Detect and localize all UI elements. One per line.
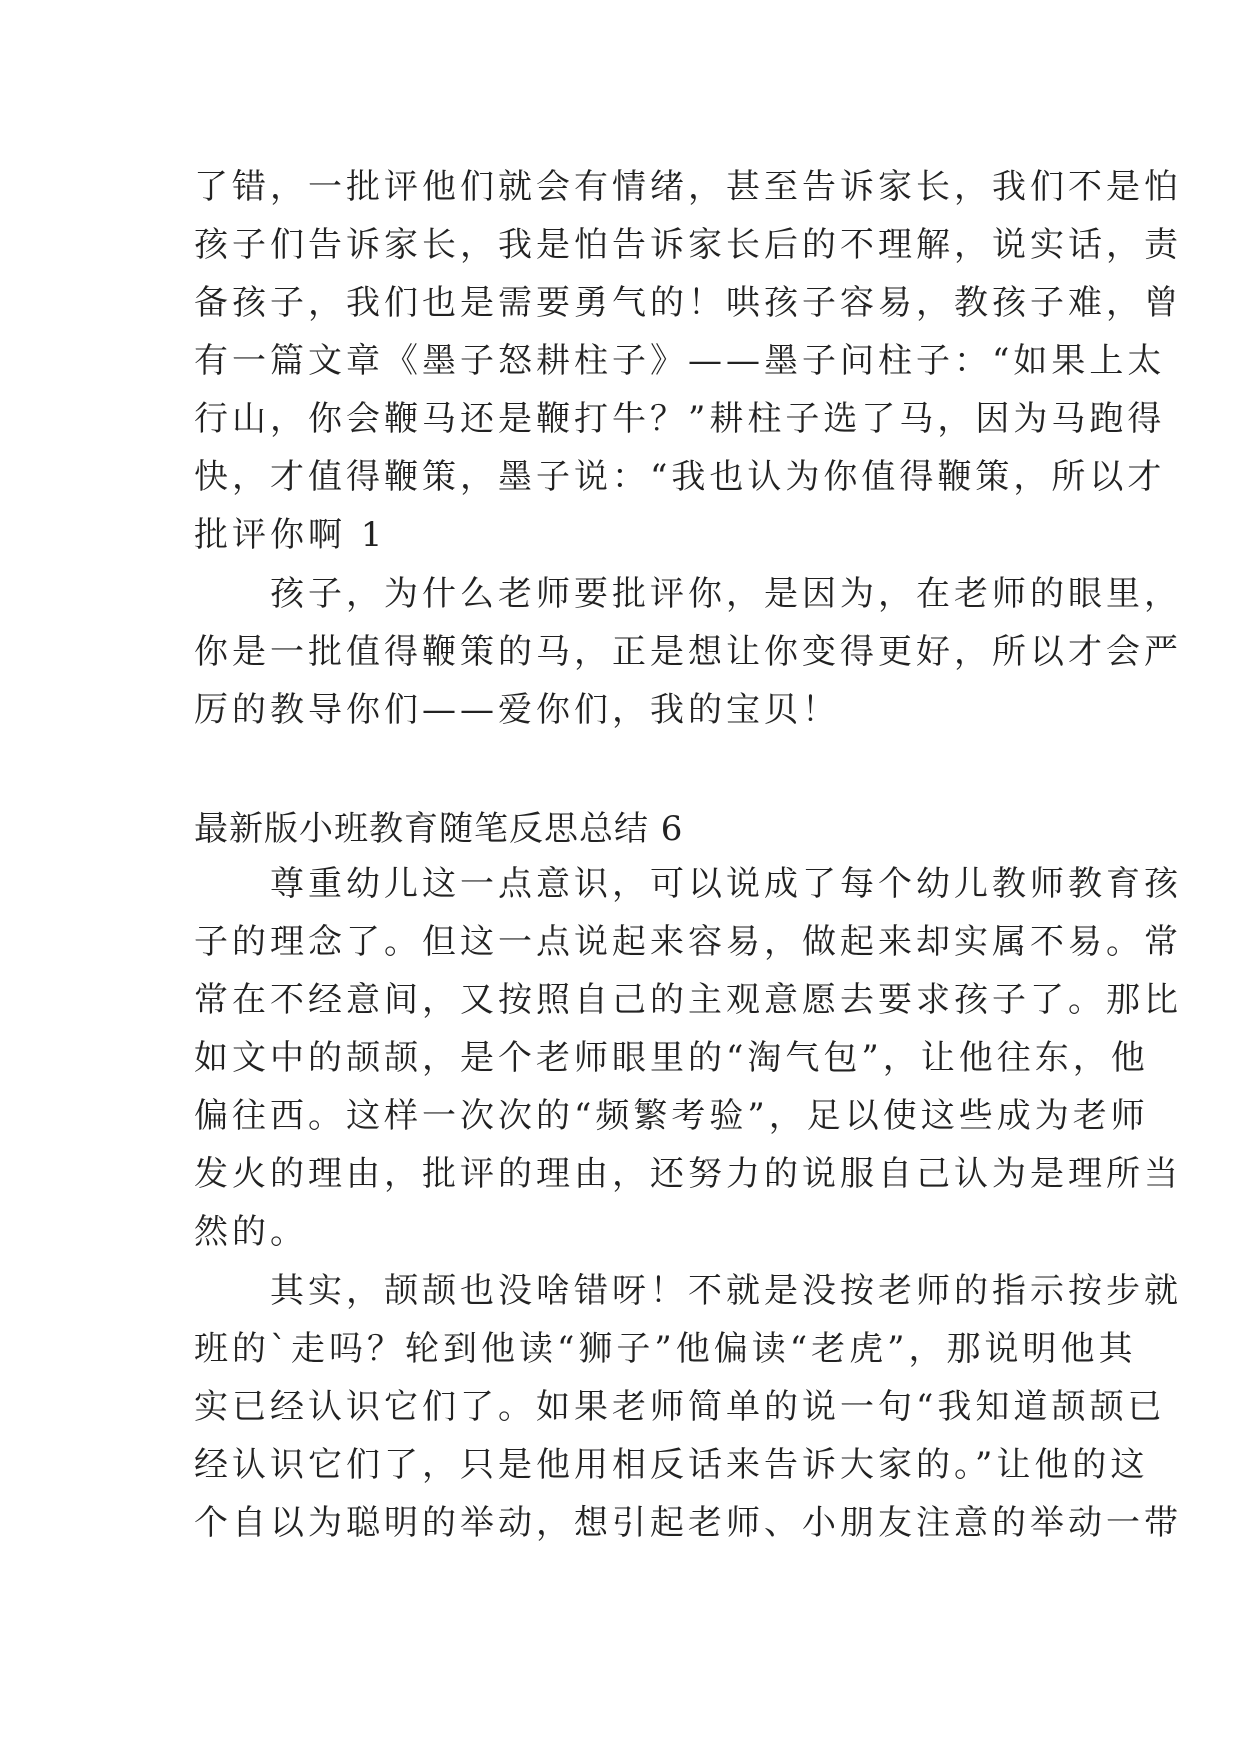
text-line: 然的。: [194, 1212, 308, 1252]
text-line: 经认识它们了，只是他用相反话来告诉大家的。”让他的这: [194, 1445, 1149, 1485]
paragraph-1: [194, 158, 1182, 564]
text-line: 孩子们告诉家长，我是怕告诉家长后的不理解，说实话，责: [194, 225, 1182, 265]
text-line: 你是一批值得鞭策的马，正是想让你变得更好，所以才会严: [194, 632, 1182, 672]
text-line: 发火的理由，批评的理由，还努力的说服自己认为是理所当: [194, 1154, 1182, 1194]
text-line: 孩子，为什么老师要批评你，是因为，在老师的眼里，: [194, 574, 1182, 614]
text-line: 有一篇文章《墨子怒耕柱子》——墨子问柱子：“如果上太: [194, 341, 1166, 381]
text-line: 其实，颉颉也没啥错呀！不就是没按老师的指示按步就: [194, 1271, 1182, 1311]
text-line: 实已经认识它们了。如果老师简单的说一句“我知道颉颉已: [194, 1387, 1166, 1427]
text-line: 了错，一批评他们就会有情绪，甚至告诉家长，我们不是怕: [194, 167, 1182, 207]
paragraph-4: [194, 1262, 1182, 1552]
text-line: 子的理念了。但这一点说起来容易，做起来却实属不易。常: [194, 922, 1182, 962]
text-line: 个自以为聪明的举动，想引起老师、小朋友注意的举动一带: [194, 1503, 1182, 1543]
text-line: 偏往西。这样一次次的“频繁考验”，足以使这些成为老师: [194, 1096, 1149, 1136]
text-line: 备孩子，我们也是需要勇气的！哄孩子容易，教孩子难，曾: [194, 283, 1182, 323]
paragraph-3: [194, 855, 1182, 1261]
paragraph-2: [194, 565, 1182, 739]
text-line: 厉的教导你们——爱你们，我的宝贝！: [194, 690, 840, 730]
text-line: 如文中的颉颉，是个老师眼里的“淘气包”，让他往东，他: [194, 1038, 1149, 1078]
text-line: 快，才值得鞭策，墨子说：“我也认为你值得鞭策，所以才: [194, 457, 1166, 497]
text-line: 批评你啊 1: [194, 515, 387, 555]
text-line: 尊重幼儿这一点意识，可以说成了每个幼儿教师教育孩: [194, 864, 1182, 904]
text-line: 常在不经意间，又按照自己的主观意愿去要求孩子了。那比: [194, 980, 1182, 1020]
text-line: 行山，你会鞭马还是鞭打牛？”耕柱子选了马，因为马跑得: [194, 399, 1166, 439]
section-heading-block: [194, 800, 1054, 858]
section-heading: 最新版小班教育随笔反思总结 6: [194, 809, 684, 849]
text-line: 班的`走吗？轮到他读“狮子”他偏读“老虎”，那说明他其: [194, 1329, 1137, 1369]
